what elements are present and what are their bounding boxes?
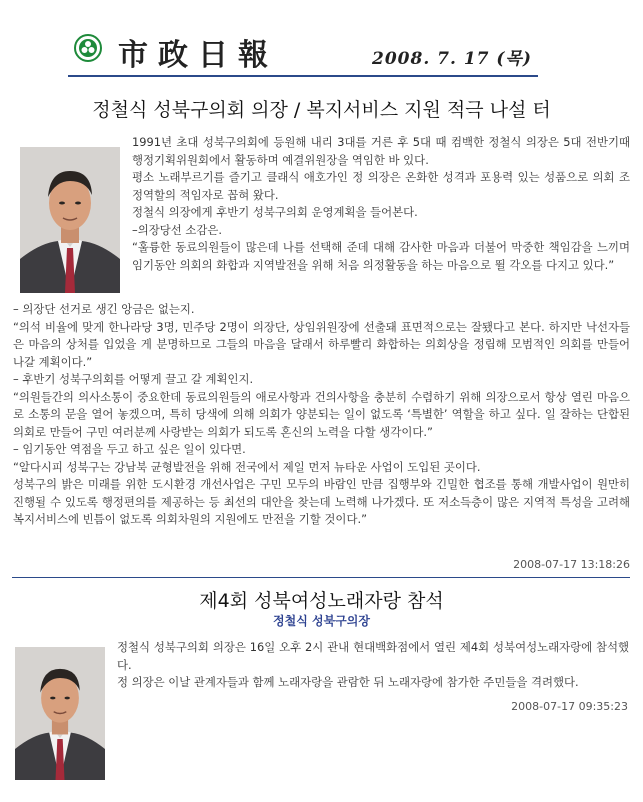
seongbuk-emblem-icon [74,34,102,62]
paragraph: 정 의장은 이날 관계자들과 함께 노래자랑을 관람한 뒤 노래자랑에 참가한 주민들을 격려했다. [117,675,579,689]
article2-subheadline: 정철식 성북구의장 [273,614,370,628]
portrait-illustration [20,147,120,293]
article1-headline: 정철식 성북구의회 의장 / 복지서비스 지원 적극 나설 터 [92,99,551,121]
question: –의장당선 소감은. [132,222,222,237]
question: – 임기동안 역점을 두고 하고 싶은 일이 있다면. [13,442,246,456]
paragraph: 평소 노래부르기를 즐기고 클래식 애호가인 정 의장은 온화한 성격과 포용력 있는 성품으로 의회 조정역할의 적임자로 꼽혀 왔다. [132,170,630,202]
masthead-divider [68,75,538,77]
councilor-portrait-photo [20,147,120,293]
paragraph: 1991년 초대 성북구의회에 등원해 내리 3대를 거른 후 5대 때 컴백한 정철식 의장은 5대 전반기때 행정기획위원회에서 활동하며 예결위원장을 역임한 바 있다. [132,135,630,167]
answer: “알다시피 성북구는 강남북 균형발전을 위해 전국에서 제일 먼저 뉴타운 사업이 도입된 곳이다. [13,459,481,474]
question: – 후반기 성북구의회를 어떻게 끌고 갈 계획인지. [13,372,254,386]
article2-headline: 제4회 성북여성노래자랑 참석 [199,590,444,612]
question: – 의장단 선거로 생긴 앙금은 없는지. [13,302,195,316]
article-divider [12,577,630,578]
paragraph: 정철식 의장에게 후반기 성북구의회 운영계획을 들어본다. [132,205,418,219]
answer: “훌륭한 동료의원들이 많은데 나를 선택해 준데 대해 감사한 마음과 더불어 막중한 책임감을 느끼며 임기동안 의회의 화합과 지역발전을 위해 처음 의정활동을 하는 마음으로 뛸 각오를 다지고 있다.” [132,240,630,272]
answer: “의원들간의 의사소통이 중요한데 동료의원들의 애로사항과 건의사항을 충분히 수렴하기 위해 의장으로서 항상 열린 마음으로 소통의 문을 열어 놓겠으며, 특히 당색에 의해 의회가 양분되는 일이 없도록 ‘특별한’ 역할을 하고 싶다. 일 잘하는 단합된 의회로 만들어 구민 여러분께 사랑받는 의회가 되도록 혼신의 노력을 다할 생각이다.” [13,389,630,439]
article1-body-bottom [13,301,630,529]
answer: “의석 비율에 맞게 한나라당 3명, 민주당 2명이 의장단, 상임위원장에 선출돼 표면적으로는 잘됐다고 본다. 하지만 낙선자들은 마음의 상처를 입었을 게 분명하므로 그들의 마음을 달래서 하루빨리 화합하는 의회상을 정립해 모범적인 의회를 만들어 나갈 계획이다.” [13,319,630,369]
councilor-portrait-photo [15,647,105,780]
paragraph: 정철식 성북구의회 의장은 16일 오후 2시 관내 현대백화점에서 열린 제4회 성북여성노래자랑에 참석했다. [117,640,629,672]
article2-timestamp: 2008-07-17 09:35:23 [511,700,628,713]
answer: 성북구의 밝은 미래를 위한 도시환경 개선사업은 구민 모두의 바람인 만큼 집행부와 긴밀한 협조를 통해 개발사업이 원만히 진행될 수 있도록 행정편의를 제공하는 등 최선의 대안을 찾는데 노력해 나가겠다. 또 저소득층이 많은 지역적 특성을 고려해 복지서비스에 빈틈이 없도록 의회차원의 지원에도 만전을 기할 것이다.” [13,477,630,526]
newspaper-title: 市政日報 [118,38,278,73]
issue-date: 2008. 7. 17 (목) [372,49,532,69]
portrait-illustration [15,647,105,780]
article1-timestamp: 2008-07-17 13:18:26 [513,558,630,571]
article2-body [117,639,629,692]
article1-body-top [132,134,630,274]
